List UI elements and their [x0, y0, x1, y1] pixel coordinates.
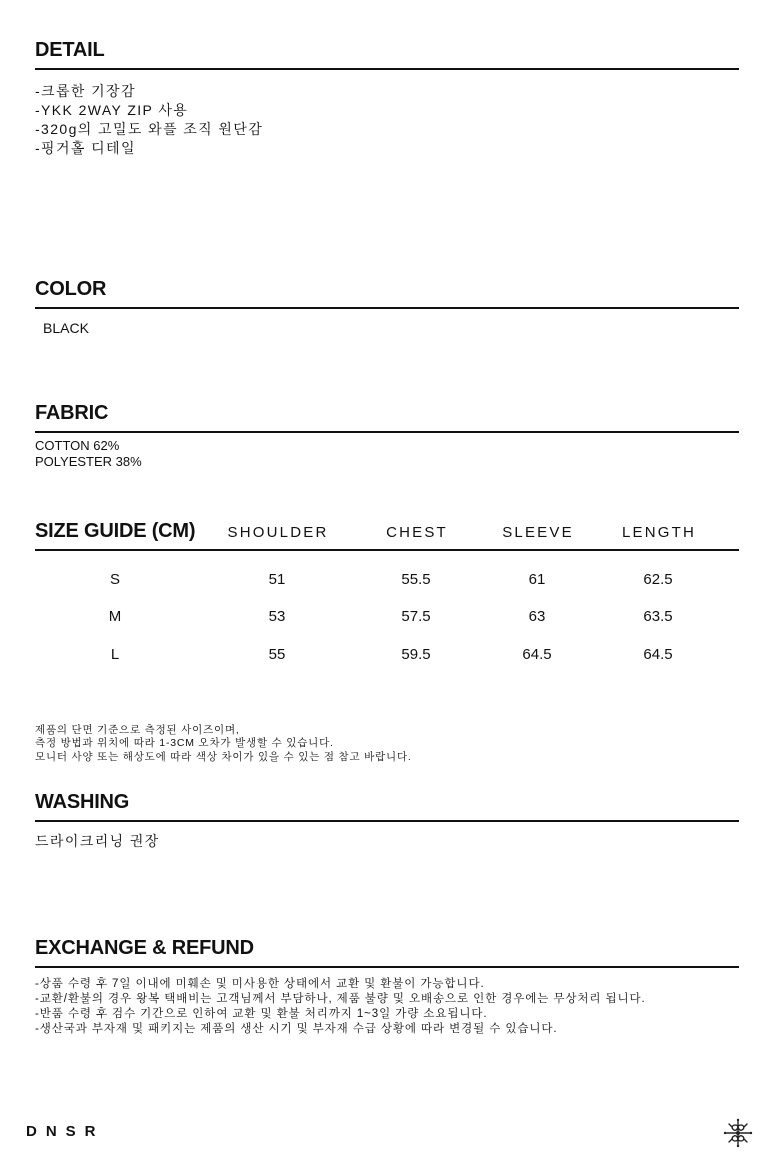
- size-label: M: [108, 608, 122, 625]
- washing-value: 드라이크리닝 권장: [35, 833, 160, 849]
- exchange-line: -생산국과 부자재 및 패키지는 제품의 생산 시기 및 부자재 수급 상황에 따라 변경될 수 있습니다.: [35, 1023, 558, 1035]
- size-note: 제품의 단면 기준으로 측정된 사이즈이며,: [35, 724, 240, 736]
- size-cell: 63.5: [643, 608, 673, 625]
- exchange-line: -반품 수령 후 검수 기간으로 인하여 교환 및 환불 처리까지 1~3일 가량 소요됩니다.: [35, 1008, 488, 1020]
- column-header-shoulder: SHOULDER: [227, 524, 329, 541]
- size-cell: 53: [268, 608, 286, 625]
- column-header-sleeve: SLEEVE: [502, 524, 574, 541]
- detail-line: -핑거홀 디테일: [35, 140, 136, 156]
- color-divider: [35, 307, 739, 309]
- detail-line: -크롭한 기장감: [35, 83, 136, 99]
- detail-title: DETAIL: [35, 39, 105, 61]
- fabric-divider: [35, 431, 739, 433]
- size-cell: 55.5: [401, 571, 431, 588]
- detail-line: -320g의 고밀도 와플 조직 원단감: [35, 121, 264, 137]
- size-note: 측정 방법과 위치에 따라 1-3CM 오차가 발생할 수 있습니다.: [35, 737, 334, 749]
- size-cell: 51: [268, 571, 286, 588]
- size-cell: 55: [268, 646, 286, 663]
- size-label: L: [110, 646, 120, 663]
- fabric-title: FABRIC: [35, 402, 109, 424]
- column-header-chest: CHEST: [386, 524, 448, 541]
- size-note: 모니터 사양 또는 해상도에 따라 색상 차이가 있을 수 있는 점 참고 바랍니다.: [35, 751, 412, 763]
- size-cell: 57.5: [401, 608, 431, 625]
- brand-logo: DNSR: [26, 1123, 105, 1140]
- color-title: COLOR: [35, 278, 107, 300]
- detail-divider: [35, 68, 739, 70]
- ornament-icon: [722, 1117, 754, 1149]
- fabric-line: POLYESTER 38%: [35, 454, 142, 469]
- exchange-divider: [35, 966, 739, 968]
- washing-divider: [35, 820, 739, 822]
- size-label: S: [109, 571, 121, 588]
- size-cell: 62.5: [643, 571, 673, 588]
- size-cell: 59.5: [401, 646, 431, 663]
- exchange-line: -교환/환불의 경우 왕복 택배비는 고객님께서 부담하나, 제품 불량 및 오배송으로 인한 경우에는 무상처리 됩니다.: [35, 993, 646, 1005]
- size-guide-title: SIZE GUIDE (CM): [35, 520, 196, 542]
- exchange-title: EXCHANGE & REFUND: [35, 937, 254, 959]
- size-cell: 63: [528, 608, 546, 625]
- size-guide-divider: [35, 549, 739, 551]
- detail-line: -YKK 2WAY ZIP 사용: [35, 102, 189, 118]
- column-header-length: LENGTH: [621, 524, 697, 541]
- size-cell: 64.5: [522, 646, 552, 663]
- washing-title: WASHING: [35, 791, 130, 813]
- size-cell: 64.5: [643, 646, 673, 663]
- exchange-line: -상품 수령 후 7일 이내에 미훼손 및 미사용한 상태에서 교환 및 환불이 가능합니다.: [35, 978, 485, 990]
- fabric-line: COTTON 62%: [35, 438, 120, 453]
- size-cell: 61: [528, 571, 546, 588]
- color-value: BLACK: [43, 320, 89, 336]
